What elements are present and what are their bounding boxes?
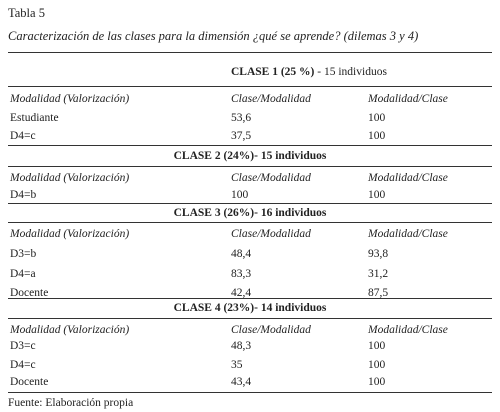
cell-modalidad-clase: 87,5 bbox=[368, 287, 389, 299]
cell-modalidad-clase: 100 bbox=[368, 112, 386, 124]
cell-modalidad: D4=c bbox=[10, 359, 36, 371]
cell-modalidad-clase: 31,2 bbox=[368, 268, 389, 280]
table-top-rule bbox=[8, 52, 492, 53]
class-3-label: CLASE 3 (26%)- 16 individuos bbox=[173, 207, 327, 219]
cell-clase-modalidad: 100 bbox=[231, 189, 249, 201]
class-1-header-row bbox=[8, 89, 492, 109]
header-modalidad-clase: Modalidad/Clase bbox=[368, 93, 448, 105]
header-clase-modalidad: Clase/Modalidad bbox=[231, 228, 311, 240]
cell-modalidad-clase: 100 bbox=[368, 359, 386, 371]
table-row bbox=[8, 264, 492, 284]
table-number: Tabla 5 bbox=[8, 6, 45, 20]
cell-modalidad-clase: 93,8 bbox=[368, 248, 389, 260]
table-row bbox=[8, 336, 492, 356]
table-row bbox=[8, 372, 492, 392]
class-3-title bbox=[8, 203, 492, 223]
table-row bbox=[8, 126, 492, 146]
table-row bbox=[8, 244, 492, 264]
cell-clase-modalidad: 43,4 bbox=[231, 376, 252, 388]
cell-modalidad: D4=a bbox=[10, 268, 36, 280]
header-modalidad: Modalidad (Valorización) bbox=[10, 228, 130, 240]
class-1-individuals: 15 individuos bbox=[323, 66, 387, 78]
class-4-label: CLASE 4 (23%)- 14 individuos bbox=[173, 302, 327, 314]
class-1-separator: - bbox=[314, 66, 324, 78]
class-4-rule bbox=[8, 318, 492, 319]
cell-modalidad-clase: 100 bbox=[368, 340, 386, 352]
cell-modalidad: D3=b bbox=[10, 248, 37, 260]
cell-modalidad: Docente bbox=[10, 376, 49, 388]
header-modalidad: Modalidad (Valorización) bbox=[10, 93, 130, 105]
header-clase-modalidad: Clase/Modalidad bbox=[231, 93, 311, 105]
class-1-rule bbox=[8, 86, 492, 87]
header-clase-modalidad: Clase/Modalidad bbox=[231, 172, 311, 184]
cell-clase-modalidad: 83,3 bbox=[231, 268, 252, 280]
cell-clase-modalidad: 48,3 bbox=[231, 340, 252, 352]
table-source: Fuente: Elaboración propia bbox=[8, 397, 134, 409]
cell-modalidad: D4=c bbox=[10, 130, 36, 142]
table-bottom-rule bbox=[8, 392, 492, 393]
cell-modalidad: Estudiante bbox=[10, 112, 59, 124]
class-2-title bbox=[8, 146, 492, 166]
class-2-label: CLASE 2 (24%)- 15 individuos bbox=[173, 150, 327, 162]
header-modalidad: Modalidad (Valorización) bbox=[10, 172, 130, 184]
cell-clase-modalidad: 37,5 bbox=[231, 130, 252, 142]
table-caption: Caracterización de las clases para la dimensión ¿qué se aprende? (dilemas 3 y 4) bbox=[8, 29, 419, 43]
table-row bbox=[8, 108, 492, 128]
class-4-title bbox=[8, 298, 492, 318]
cell-modalidad-clase: 100 bbox=[368, 376, 386, 388]
class-2-rule bbox=[8, 166, 492, 167]
cell-modalidad-clase: 100 bbox=[368, 130, 386, 142]
class-1-title bbox=[8, 62, 492, 82]
table-row bbox=[8, 185, 492, 205]
cell-clase-modalidad: 48,4 bbox=[231, 248, 252, 260]
cell-clase-modalidad: 42,4 bbox=[231, 287, 252, 299]
class-3-rule bbox=[8, 222, 492, 223]
cell-clase-modalidad: 35 bbox=[231, 359, 243, 371]
header-modalidad-clase: Modalidad/Clase bbox=[368, 228, 448, 240]
class-1-label: CLASE 1 (25 %) bbox=[231, 66, 315, 78]
cell-clase-modalidad: 53,6 bbox=[231, 112, 252, 124]
header-modalidad: Modalidad (Valorización) bbox=[10, 324, 130, 336]
header-modalidad-clase: Modalidad/Clase bbox=[368, 324, 448, 336]
cell-modalidad: D4=b bbox=[10, 189, 37, 201]
header-clase-modalidad: Clase/Modalidad bbox=[231, 324, 311, 336]
class-3-header-row bbox=[8, 224, 492, 244]
cell-modalidad: D3=c bbox=[10, 340, 36, 352]
cell-modalidad-clase: 100 bbox=[368, 189, 386, 201]
header-modalidad-clase: Modalidad/Clase bbox=[368, 172, 448, 184]
cell-modalidad: Docente bbox=[10, 287, 49, 299]
